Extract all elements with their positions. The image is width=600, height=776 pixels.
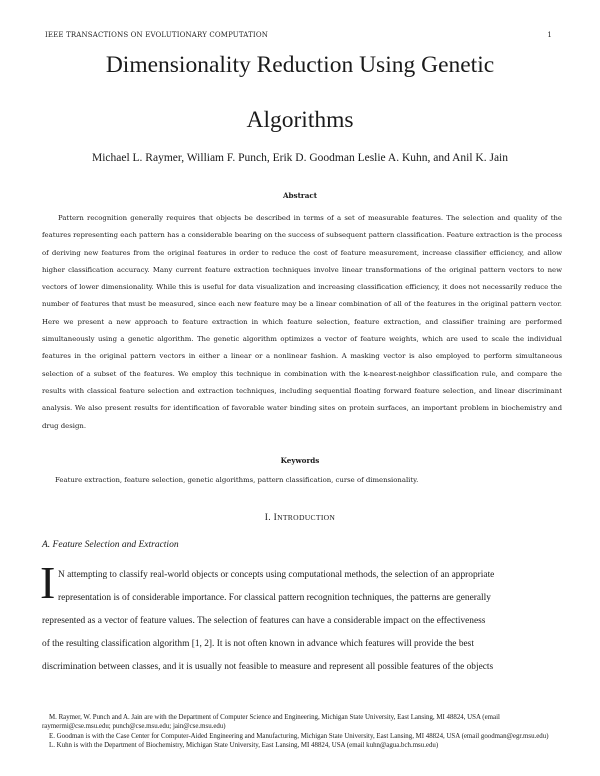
body-line: N attempting to classify real-world objects or concepts using computational methods, the selection of an appropriate <box>58 570 495 580</box>
page-number: 1 <box>547 31 552 39</box>
body-line: discrimination between classes, and it is usually not feasible to measure and represent all possible features of the objects <box>42 662 494 672</box>
author-list: Michael L. Raymer, William F. Punch, Erik D. Goodman Leslie A. Kuhn, and Anil K. Jain <box>91 152 509 164</box>
abstract-text: Pattern recognition generally requires that objects be described in terms of a set of measurable features. The selection and quality of the features representing each pattern has a considerable bearing on the success of subsequent pattern classification. Feature extraction is the process of deriving new features from the original features in order to reduce the cost of feature measurement, increase classifier efficiency, and allow higher classification accuracy. Many current feature extraction techniques involve linear transformations of the original pattern vectors to new vectors of lower dimensionality. While this is useful for data visualization and increasing classification efficiency, it does not necessarily reduce the number of features that must be measured, since each new feature may be a linear combination of all of the features in the original pattern vector. Here we present a new approach to feature extraction in which feature selection, feature extraction, and classifier training are performed simultaneously using a genetic algorithm. The genetic algorithm optimizes a vector of feature weights, which are used to scale the individual features in the original pattern vectors in either a linear or a nonlinear fashion. A masking vector is also employed to perform simultaneous selection of a subset of the features. We employ this technique in combination with the k-nearest-neighbor classification rule, and compare the results with classical feature selection and extraction techniques, including sequential floating forward feature selection, and linear discriminant analysis. We also present results for identification of favorable water binding sites on protein surfaces, an important problem in biochemistry and drug design. <box>42 214 562 430</box>
section-numeral: I. <box>264 513 271 523</box>
footnote: M. Raymer, W. Punch and A. Jain are with the Department of Computer Science and Engineering, Michigan State University, East Lansing, MI 48824, USA (email raymermi@cse.msu.edu; punch@cse.msu.edu; jain@cse.msu.edu) <box>42 714 500 731</box>
paper-title-line-2: Algorithms <box>246 107 354 133</box>
section-title-initial: I <box>273 513 278 523</box>
footnote: L. Kuhn is with the Department of Biochemistry, Michigan State University, East Lansing, MI 48824, USA (email kuhn@agua.bch.msu.edu) <box>49 741 439 749</box>
keywords-heading: Keywords <box>280 456 320 465</box>
drop-cap: I <box>40 557 56 608</box>
keywords-text: Feature extraction, feature selection, genetic algorithms, pattern classification, curse of dimensionality. <box>55 476 419 484</box>
section-title-rest: NTRODUCTION <box>277 513 336 522</box>
section-heading <box>0 513 600 523</box>
footnotes <box>42 713 562 750</box>
journal-name: IEEE TRANSACTIONS ON EVOLUTIONARY COMPUTATION <box>45 31 269 39</box>
abstract-heading: Abstract <box>282 191 318 200</box>
paper-title-line-1: Dimensionality Reduction Using Genetic <box>105 52 495 78</box>
body-line: of the resulting classification algorithm [1, 2]. It is not often known in advance which features will provide the best <box>42 639 474 649</box>
footnote: E. Goodman is with the Case Center for Computer-Aided Engineering and Manufacturing, Michigan State University, East Lansing, MI 48824, USA (email goodman@egr.msu.edu) <box>49 732 549 740</box>
subsection-heading: A. Feature Selection and Extraction <box>42 540 179 550</box>
body-line: represented as a vector of feature values. The selection of features can have a considerable impact on the effectiveness <box>42 616 486 626</box>
body-line: representation is of considerable importance. For classical pattern recognition techniques, the patterns are generally <box>58 593 491 603</box>
running-head <box>45 31 552 41</box>
